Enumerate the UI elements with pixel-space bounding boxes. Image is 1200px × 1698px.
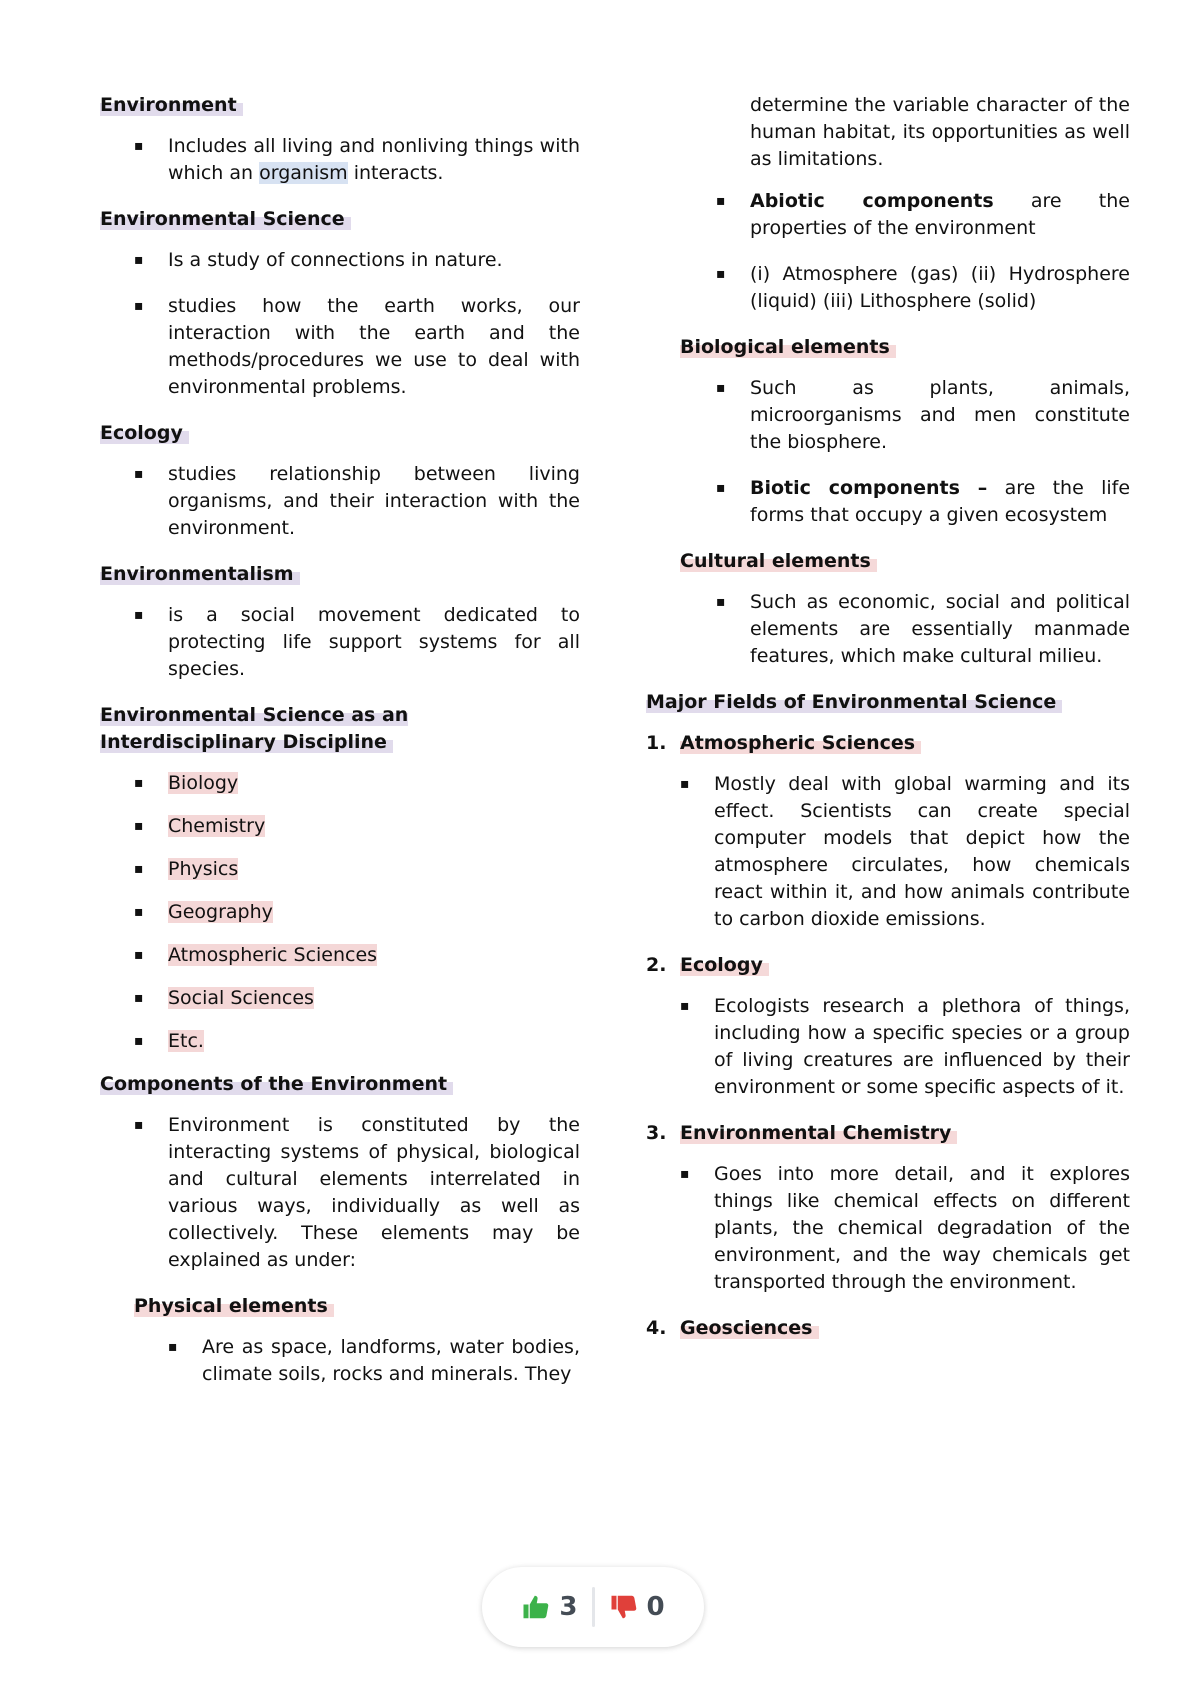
physical-elements-list xyxy=(100,1334,580,1388)
list-item: ▪ studies relationship between living organisms, and their interaction with the environment. xyxy=(100,461,580,542)
field-heading: 2. Ecology xyxy=(646,952,1130,979)
list-item: ▪ Includes all living and nonliving things with which an organism interacts. xyxy=(100,133,580,187)
field-heading: 4. Geosciences xyxy=(646,1315,1130,1342)
major-fields-list xyxy=(646,730,1130,1342)
field-desc-list xyxy=(646,771,1130,933)
field-item xyxy=(646,1315,1130,1342)
list-item: ▪ Environment is constituted by the interacting systems of physical, biological and cultural elements interrelated in various ways, individually as well as collectively. These elements may be explained as under: xyxy=(100,1112,580,1274)
list-item: ▪ Biotic components – are the life forms that occupy a given ecosystem xyxy=(646,475,1130,529)
cultural-list xyxy=(646,589,1130,670)
list-item: ▪ Geography xyxy=(100,899,580,926)
abiotic-list xyxy=(646,188,1130,315)
field-heading: 3. Environmental Chemistry xyxy=(646,1120,1130,1147)
physical-continued xyxy=(646,92,1130,173)
list-item: ▪ Abiotic components are the properties of the environment xyxy=(646,188,1130,242)
list-item: ▪ Such as plants, animals, microorganisms and men constitute the biosphere. xyxy=(646,375,1130,456)
biological-list xyxy=(646,375,1130,529)
list-item: ▪ studies how the earth works, our interaction with the earth and the methods/procedures we use to deal with environmental problems. xyxy=(100,293,580,401)
field-desc-list xyxy=(646,1161,1130,1296)
dislike-button[interactable] xyxy=(595,1592,679,1622)
field-item xyxy=(646,1120,1130,1296)
right-column xyxy=(646,92,1130,1356)
field-item xyxy=(646,730,1130,933)
left-column xyxy=(100,92,580,1407)
field-heading: 1. Atmospheric Sciences xyxy=(646,730,1130,757)
list-item: ▪ Biology xyxy=(100,770,580,797)
heading-biological-elements: Biological elements xyxy=(680,334,1130,361)
field-desc-list xyxy=(646,993,1130,1101)
heading-environmentalism: Environmentalism xyxy=(100,561,580,588)
like-count: 3 xyxy=(559,1592,578,1622)
components-list xyxy=(100,1112,580,1274)
dislike-count: 0 xyxy=(646,1592,665,1622)
heading-environmental-science: Environmental Science xyxy=(100,206,580,233)
heading-cultural-elements: Cultural elements xyxy=(680,548,1130,575)
like-button[interactable] xyxy=(507,1592,591,1622)
discipline-list xyxy=(100,770,580,1055)
environment-list xyxy=(100,133,580,187)
environmentalism-list xyxy=(100,602,580,683)
heading-physical-elements: Physical elements xyxy=(134,1293,580,1320)
list-item: ▪ Is a study of connections in nature. xyxy=(100,247,580,274)
list-item: ▪ Social Sciences xyxy=(100,985,580,1012)
field-item xyxy=(646,952,1130,1101)
list-item: ▪ Are as space, landforms, water bodies, climate soils, rocks and minerals. They xyxy=(100,1334,580,1388)
list-item: ▪ Ecologists research a plethora of things, including how a specific species or a group of living creatures are influenced by their environment or some specific aspects of it. xyxy=(646,993,1130,1101)
heading-interdisciplinary: Environmental Science as an Interdisciplinary Discipline xyxy=(100,704,409,753)
list-item: ▪ Physics xyxy=(100,856,580,883)
list-item: ▪ Such as economic, social and political elements are essentially manmade features, which make cultural milieu. xyxy=(646,589,1130,670)
feedback-bar xyxy=(482,1567,704,1647)
list-item: ▪ Mostly deal with global warming and its effect. Scientists can create special computer models that depict how the atmosphere circulates, how chemicals react within it, and how animals contribute to carbon dioxide emissions. xyxy=(646,771,1130,933)
thumbs-down-icon xyxy=(609,1592,639,1622)
list-item: ▪ is a social movement dedicated to protecting life support systems for all species. xyxy=(100,602,580,683)
heading-ecology: Ecology xyxy=(100,420,580,447)
list-item: ▪ Chemistry xyxy=(100,813,580,840)
heading-components: Components of the Environment xyxy=(100,1071,580,1098)
thumbs-up-icon xyxy=(521,1592,551,1622)
heading-major-fields: Major Fields of Environmental Science xyxy=(646,689,1130,716)
list-item: ▪ Atmospheric Sciences xyxy=(100,942,580,969)
heading-environment: Environment xyxy=(100,92,580,119)
list-item: ▪ Etc. xyxy=(100,1028,580,1055)
list-item: ▪ (i) Atmosphere (gas) (ii) Hydrosphere (liquid) (iii) Lithosphere (solid) xyxy=(646,261,1130,315)
ecology-list xyxy=(100,461,580,542)
environmental-science-list xyxy=(100,247,580,401)
list-item: ▪ Goes into more detail, and it explores things like chemical effects on different plants, the chemical degradation of the environment, and the way chemicals get transported through the environment. xyxy=(646,1161,1130,1296)
list-item: determine the variable character of the human habitat, its opportunities as well as limitations. xyxy=(750,94,1130,170)
